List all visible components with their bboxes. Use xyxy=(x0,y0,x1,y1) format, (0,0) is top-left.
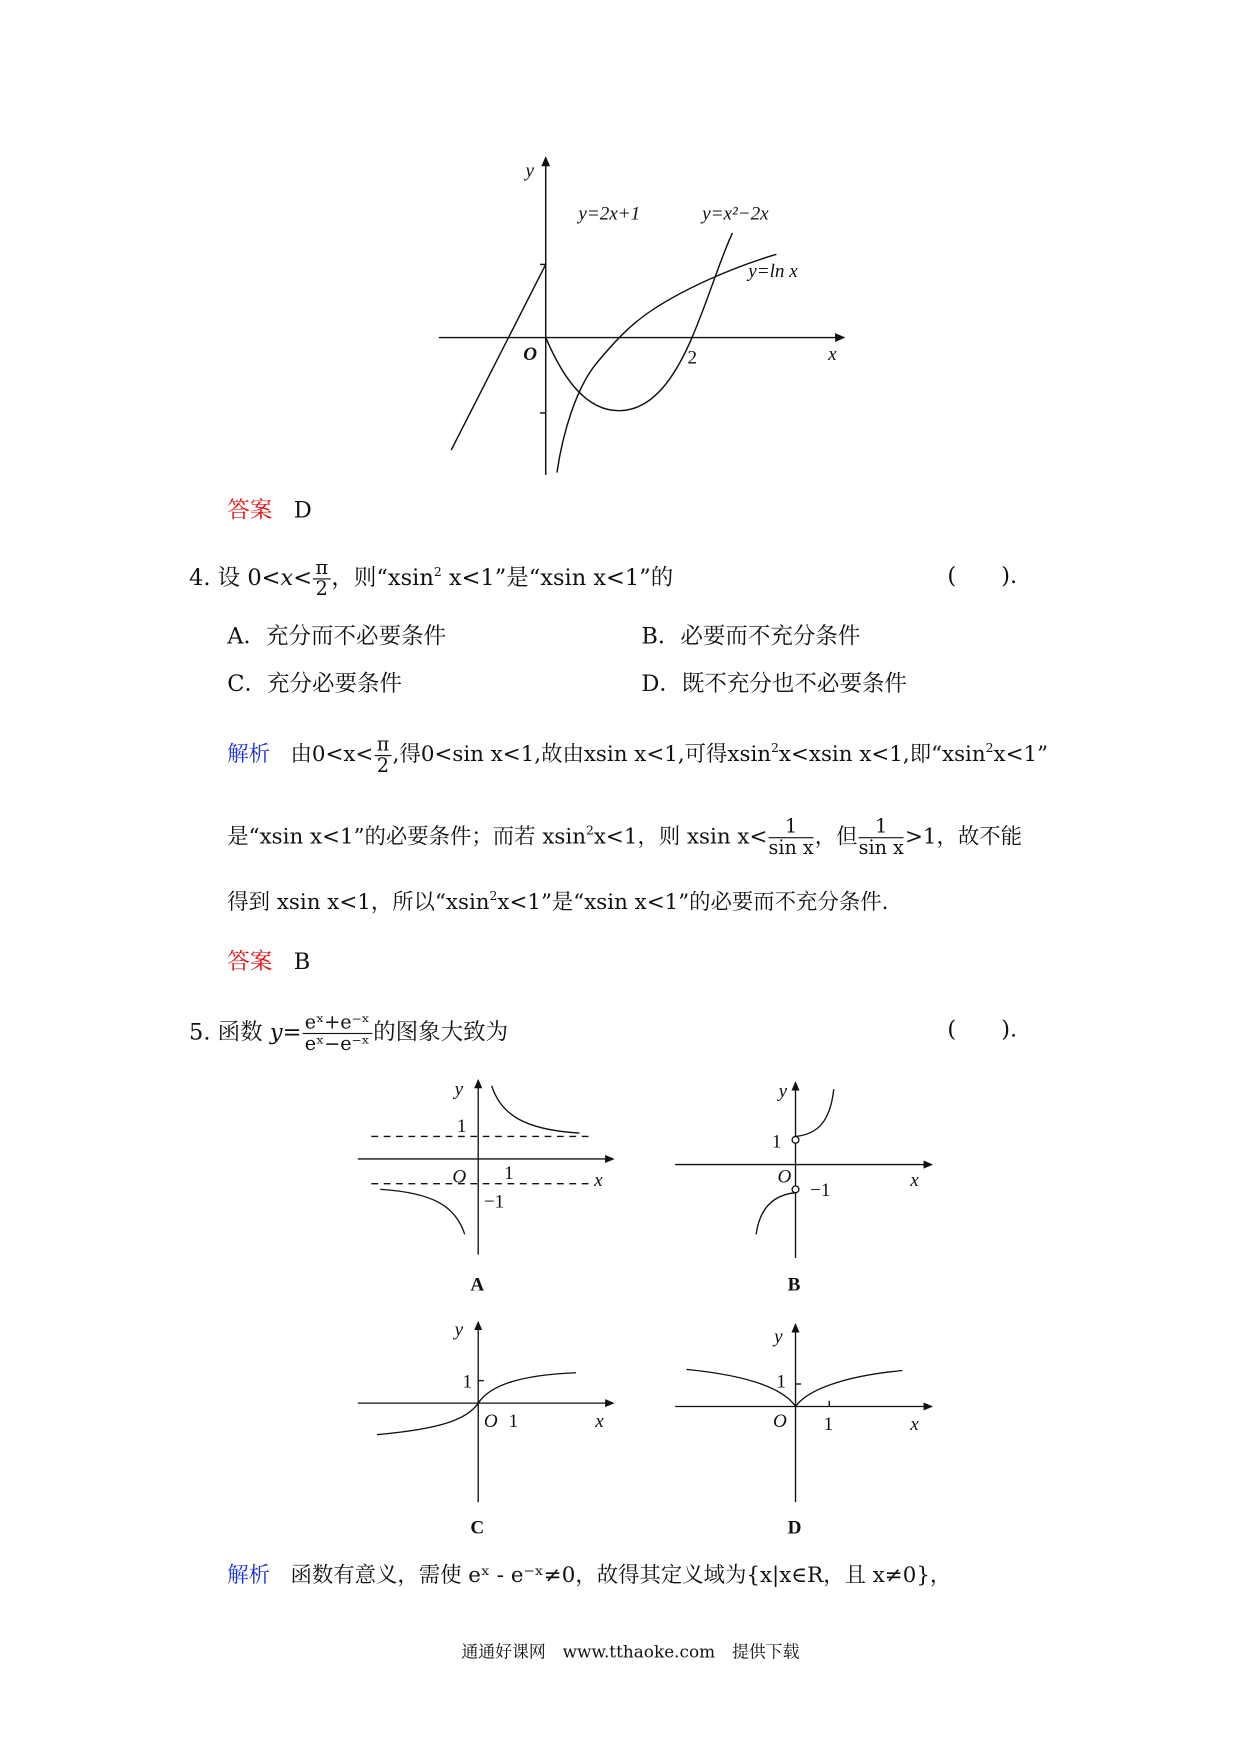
graph-c-1x: 1 xyxy=(508,1410,519,1432)
graph-d-y: y xyxy=(774,1326,783,1348)
graph-c-caption: C xyxy=(470,1517,485,1539)
graph-a-y: y xyxy=(454,1078,464,1100)
q4-var: x xyxy=(280,563,294,591)
pi-over-2 xyxy=(313,558,330,600)
origin-label: O xyxy=(523,344,538,366)
frac-den: sin x xyxy=(768,837,814,860)
graph-c-x: x xyxy=(595,1410,604,1432)
option-a: A．充分而不必要条件 xyxy=(227,622,447,650)
graph-b-1y: 1 xyxy=(771,1131,782,1153)
question-number: 4. xyxy=(189,563,211,591)
q5-text: 函数 xyxy=(217,1018,270,1046)
graph-d-1y: 1 xyxy=(776,1371,786,1393)
option-d: D．既不充分也不必要条件 xyxy=(641,669,907,697)
frac-den: 2 xyxy=(376,755,390,778)
graph-a-o: O xyxy=(452,1166,467,1188)
graph-a xyxy=(358,1080,613,1254)
graph-b xyxy=(675,1082,932,1258)
frac-num: 1 xyxy=(769,817,814,838)
line-label: y=2x+1 xyxy=(578,203,641,225)
one-over-sinx xyxy=(769,817,814,859)
graph-b-x: x xyxy=(910,1169,919,1191)
q4-exp: 2 xyxy=(433,564,442,580)
sol-text: 得到 xsin x<1，所以“xsin xyxy=(227,890,490,915)
sol-text: ,得0<sin x<1,故由xsin x<1,可得xsin xyxy=(392,742,772,767)
q5-text: 的图象大致为 xyxy=(373,1018,509,1046)
q4-text: ，则“xsin xyxy=(331,563,434,591)
answer-4 xyxy=(227,947,310,974)
sol-text: x<xsin x<1,即“xsin xyxy=(778,742,986,767)
question-5 xyxy=(189,1013,508,1055)
frac-num: π xyxy=(313,558,330,579)
graph-b-caption: B xyxy=(787,1274,801,1296)
footer: 通通好课网 www.tthaoke.com 提供下载 xyxy=(461,1641,800,1662)
one-over-sinx xyxy=(859,817,904,859)
q4-lt: < xyxy=(293,563,313,591)
graph-a-x: x xyxy=(594,1169,603,1191)
q4-text: x<1”是“xsin x<1”的 xyxy=(441,563,674,591)
ln-curve xyxy=(557,254,776,472)
graph-b-y: y xyxy=(778,1081,788,1103)
q4-solution-line3 xyxy=(227,889,888,916)
solution-label: 解析 xyxy=(227,742,271,767)
answer-blank: ( ). xyxy=(947,1014,1018,1042)
q5-solution xyxy=(227,1562,951,1589)
graph-d-caption: D xyxy=(787,1517,802,1539)
frac-den: sin x xyxy=(858,837,904,860)
q5-var: y xyxy=(269,1018,283,1046)
answer-blank: ( ). xyxy=(947,561,1018,589)
graph-d-o: O xyxy=(773,1410,787,1432)
ln-label: y=ln x xyxy=(748,260,798,282)
graph-c-y: y xyxy=(454,1319,464,1341)
exp: 2 xyxy=(489,888,498,904)
answer-value: B xyxy=(293,947,311,975)
sol-text: x<1，则 xsin x< xyxy=(593,824,768,849)
sol-text: >1，故不能 xyxy=(904,824,1022,849)
exp: 2 xyxy=(985,740,994,756)
option-b: B．必要而不充分条件 xyxy=(641,622,861,650)
sol-text: 由0<x< xyxy=(290,742,374,767)
graph-a-1x: 1 xyxy=(504,1163,514,1185)
sol-text: 函数有意义，需使 eˣ - e⁻ˣ≠0，故得其定义域为{x|x∈R，且 x≠0}， xyxy=(290,1562,952,1588)
sol-text: x<1”是“xsin x<1”的必要而不充分条件. xyxy=(497,890,889,915)
answer-3 xyxy=(227,496,312,523)
q5-eq: = xyxy=(282,1018,302,1046)
graph-a-neg1: −1 xyxy=(483,1191,505,1213)
function-fraction xyxy=(303,1013,372,1055)
sol-text: x<1” xyxy=(993,742,1049,767)
graph-a-caption: A xyxy=(470,1274,485,1296)
answer-label: 答案 xyxy=(227,496,273,524)
graph-c-1y: 1 xyxy=(462,1371,473,1393)
sol-text: 是“xsin x<1”的必要条件；而若 xsin xyxy=(227,824,587,849)
frac-den: eˣ−e⁻ˣ xyxy=(304,1032,370,1056)
option-c: C．充分必要条件 xyxy=(227,669,403,697)
q4-solution-line1 xyxy=(227,735,1048,777)
frac-num: π xyxy=(374,735,391,756)
sol-text: ，但 xyxy=(814,824,858,849)
solution-label: 解析 xyxy=(227,1562,271,1588)
axis-label-y: y xyxy=(525,160,534,182)
graph-d xyxy=(675,1324,932,1502)
parabola-curve xyxy=(546,233,733,411)
pi-over-2 xyxy=(374,735,391,777)
q4-solution-line2 xyxy=(227,817,1022,859)
graph-c-o: O xyxy=(483,1410,498,1432)
frac-num: 1 xyxy=(859,817,904,838)
graph-d-x: x xyxy=(910,1414,919,1436)
question-4 xyxy=(189,558,673,600)
figure-top-graph xyxy=(439,158,844,475)
tick-label-2: 2 xyxy=(687,347,698,369)
frac-den: 2 xyxy=(315,578,328,601)
q4-text: 设 0< xyxy=(217,563,281,591)
axis-label-x: x xyxy=(828,344,837,366)
graph-d-1x: 1 xyxy=(823,1414,834,1436)
graph-b-neg1: −1 xyxy=(810,1180,831,1202)
answer-label: 答案 xyxy=(227,947,273,975)
graph-b-o: O xyxy=(777,1166,792,1188)
frac-num: eˣ+e⁻ˣ xyxy=(303,1013,372,1034)
parabola-label: y=x²−2x xyxy=(702,203,769,225)
graph-a-1y: 1 xyxy=(456,1115,467,1137)
exp: 2 xyxy=(771,740,779,756)
question-number: 5. xyxy=(189,1018,211,1046)
answer-value: D xyxy=(293,496,312,524)
exp: 2 xyxy=(586,823,594,838)
